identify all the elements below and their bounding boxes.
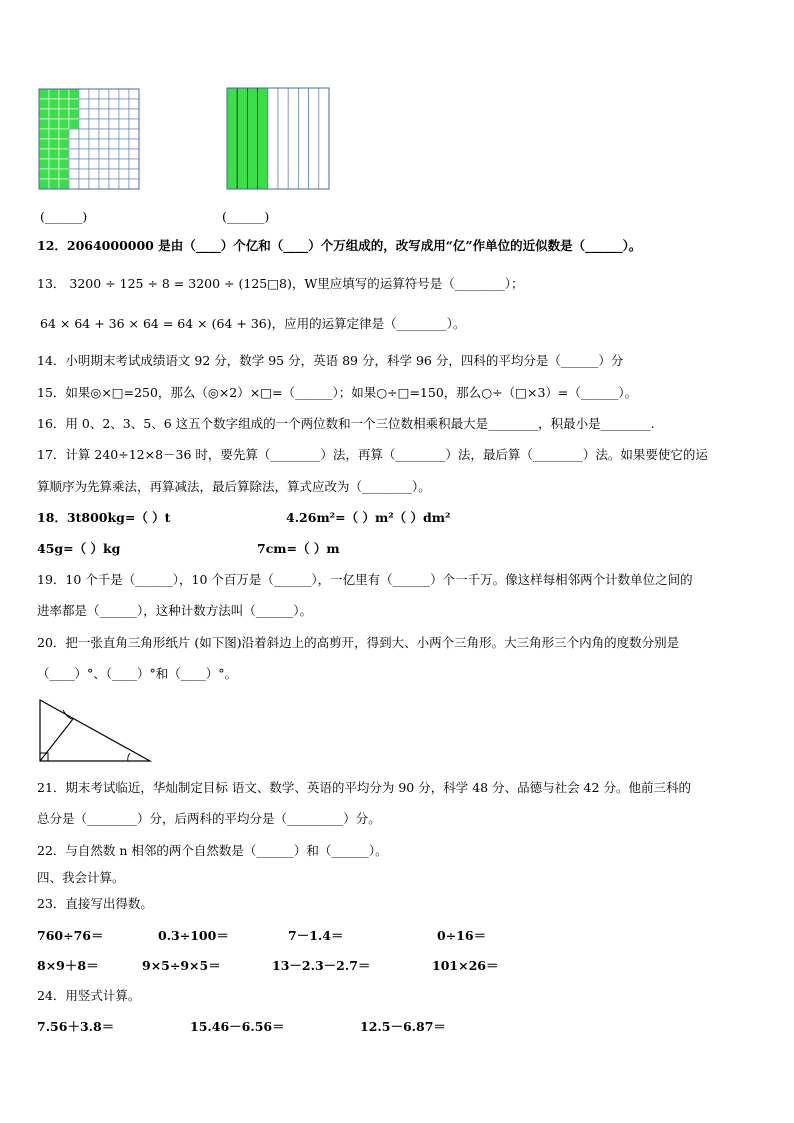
grid-cell bbox=[109, 149, 119, 159]
question-17-line-2: 算顺序为先算乘法，再算减法，最后算除法，算式应改为（________）。 bbox=[37, 479, 431, 494]
grid-cell bbox=[79, 179, 89, 189]
grid-cell bbox=[79, 109, 89, 119]
grid-cell bbox=[99, 139, 109, 149]
shaded-cell bbox=[39, 99, 49, 109]
q23-row1-item-1: 760÷76＝ bbox=[37, 928, 104, 943]
grid-cell bbox=[99, 129, 109, 139]
question-17-line-1: 17．计算 240÷12×8－36 时，要先算（________）法，再算（________）法，最后算（________）法。如果要使它的运 bbox=[37, 447, 708, 462]
empty-column bbox=[309, 88, 319, 189]
grid-cell bbox=[109, 169, 119, 179]
question-20-line-1: 20．把一张直角三角形纸片 (如下图)沿着斜边上的高剪开，得到大、小两个三角形。大三角形三个内角的度数分别是 bbox=[37, 635, 680, 650]
grid-cell bbox=[79, 169, 89, 179]
q23-row1-item-4: 0÷16＝ bbox=[437, 928, 487, 943]
shaded-cell bbox=[49, 179, 59, 189]
grid-cell bbox=[99, 99, 109, 109]
grid-cell bbox=[89, 109, 99, 119]
grid-cell bbox=[89, 179, 99, 189]
shaded-cell bbox=[69, 109, 79, 119]
section-4-heading: 四、我会计算。 bbox=[37, 870, 125, 885]
grid-cell bbox=[69, 129, 79, 139]
q23-row1-item-3: 7－1.4＝ bbox=[288, 928, 344, 943]
grid-cell bbox=[99, 159, 109, 169]
grid-cell bbox=[89, 159, 99, 169]
grid-cell bbox=[99, 169, 109, 179]
grid-cell bbox=[79, 159, 89, 169]
question-13-line-2: 64 × 64 + 36 × 64 = 64 × (64 + 36)，应用的运算定律是（________）。 bbox=[40, 316, 466, 331]
grid-cell bbox=[89, 89, 99, 99]
q23-row2-item-3: 13－2.3－2.7＝ bbox=[272, 958, 371, 973]
column-grid-figure-2 bbox=[226, 87, 330, 190]
grid-cell bbox=[69, 179, 79, 189]
grid-cell bbox=[99, 89, 109, 99]
q24-item-1: 7.56＋3.8＝ bbox=[37, 1019, 115, 1034]
grid-cell bbox=[129, 129, 139, 139]
shaded-cell bbox=[39, 139, 49, 149]
grid-cell bbox=[99, 119, 109, 129]
question-12: 12．2064000000 是由（____）个亿和（____）个万组成的，改写成用“亿”作单位的近似数是（______）。 bbox=[37, 238, 642, 253]
grid-cell bbox=[79, 129, 89, 139]
question-22: 22．与自然数 n 相邻的两个自然数是（______）和（______）。 bbox=[37, 843, 388, 858]
shaded-cell bbox=[49, 129, 59, 139]
grid-cell bbox=[119, 149, 129, 159]
shaded-cell bbox=[39, 149, 49, 159]
shaded-cell bbox=[69, 89, 79, 99]
altitude-line bbox=[40, 719, 73, 761]
shaded-cell bbox=[59, 129, 69, 139]
grid-cell bbox=[69, 139, 79, 149]
shaded-cell bbox=[49, 99, 59, 109]
grid-cell bbox=[79, 119, 89, 129]
shaded-cell bbox=[49, 139, 59, 149]
grid-cell bbox=[109, 89, 119, 99]
question-15: 15．如果◎×□=250，那么（◎×2）×□=（______）；如果○÷□=150，那么○÷（□×3）=（______）。 bbox=[37, 385, 638, 400]
grid-cell bbox=[129, 109, 139, 119]
grid-cell bbox=[129, 99, 139, 109]
grid-cell bbox=[79, 149, 89, 159]
grid-cell bbox=[129, 119, 139, 129]
shaded-cell bbox=[39, 119, 49, 129]
grid-cell bbox=[89, 149, 99, 159]
shaded-cell bbox=[59, 89, 69, 99]
shaded-column bbox=[237, 88, 247, 189]
shaded-cell bbox=[49, 119, 59, 129]
empty-column bbox=[268, 88, 278, 189]
grid-cell bbox=[99, 109, 109, 119]
q23-row2-item-1: 8×9＋8＝ bbox=[37, 958, 99, 973]
question-23-title: 23．直接写出得数。 bbox=[37, 896, 153, 911]
shaded-cell bbox=[49, 159, 59, 169]
empty-column bbox=[288, 88, 298, 189]
question-20-line-2: （____）°、（____）°和（____）°。 bbox=[37, 666, 238, 681]
shaded-cell bbox=[59, 139, 69, 149]
question-18-c: 45g=（ ）kg bbox=[37, 541, 121, 556]
shaded-column bbox=[227, 88, 237, 189]
q23-row2-item-2: 9×5÷9×5＝ bbox=[142, 958, 221, 973]
grid-cell bbox=[119, 139, 129, 149]
shaded-cell bbox=[49, 169, 59, 179]
shaded-cell bbox=[59, 109, 69, 119]
shaded-cell bbox=[49, 89, 59, 99]
grid-cell bbox=[119, 119, 129, 129]
grid-cell bbox=[109, 99, 119, 109]
grid-cell bbox=[69, 169, 79, 179]
grid-cell bbox=[119, 89, 129, 99]
question-21-line-1: 21．期末考试临近，华灿制定目标 语文、数学、英语的平均分为 90 分，科学 48 分、品德与社会 42 分。他前三科的 bbox=[37, 780, 691, 795]
grid-cell bbox=[89, 119, 99, 129]
grid-cell bbox=[89, 99, 99, 109]
q23-row2-item-4: 101×26＝ bbox=[432, 958, 499, 973]
question-13-line-1: 13． 3200 ÷ 125 ÷ 8 = 3200 ÷ (125□8)，W里应填写的运算符号是（________）； bbox=[37, 276, 524, 291]
grid-1-answer-blank: (______) bbox=[40, 209, 88, 224]
grid-cell bbox=[79, 139, 89, 149]
question-18-a: 18．3t800kg=（ ）t bbox=[37, 510, 171, 525]
grid-cell bbox=[119, 99, 129, 109]
grid-cell bbox=[109, 129, 119, 139]
question-18-d: 7cm=（ ）m bbox=[257, 541, 340, 556]
shaded-cell bbox=[59, 99, 69, 109]
q24-item-3: 12.5－6.87＝ bbox=[360, 1019, 446, 1034]
right-triangle-figure bbox=[34, 695, 154, 765]
grid-cell bbox=[109, 159, 119, 169]
shaded-cell bbox=[59, 169, 69, 179]
grid-cell bbox=[109, 179, 119, 189]
grid-cell bbox=[129, 169, 139, 179]
question-19-line-2: 进率都是（______），这种计数方法叫（______）。 bbox=[37, 603, 313, 618]
empty-column bbox=[298, 88, 308, 189]
question-14: 14．小明期末考试成绩语文 92 分，数学 95 分，英语 89 分，科学 96 分，四科的平均分是（______）分 bbox=[37, 353, 624, 368]
grid-cell bbox=[119, 159, 129, 169]
grid-cell bbox=[99, 149, 109, 159]
grid-cell bbox=[129, 159, 139, 169]
shaded-cell bbox=[39, 159, 49, 169]
q23-row1-item-2: 0.3÷100＝ bbox=[158, 928, 229, 943]
shaded-cell bbox=[39, 89, 49, 99]
grid-cell bbox=[129, 149, 139, 159]
grid-cell bbox=[89, 129, 99, 139]
grid-cell bbox=[69, 159, 79, 169]
question-19-line-1: 19．10 个千是（______），10 个百万是（______），一亿里有（______）个一千万。像这样每相邻两个计数单位之间的 bbox=[37, 572, 693, 587]
shaded-cell bbox=[49, 149, 59, 159]
question-18-b: 4.26m²=（ ）m²（ ）dm² bbox=[286, 510, 451, 525]
grid-cell bbox=[119, 169, 129, 179]
shaded-column bbox=[258, 88, 268, 189]
shaded-cell bbox=[59, 119, 69, 129]
question-21-line-2: 总分是（________）分，后两科的平均分是（_________）分。 bbox=[37, 811, 381, 826]
shaded-cell bbox=[49, 109, 59, 119]
grid-cell bbox=[69, 149, 79, 159]
question-16: 16．用 0、2、3、5、6 这五个数字组成的一个两位数和一个三位数相乘积最大是________，积最小是________. bbox=[37, 416, 655, 431]
shaded-column bbox=[247, 88, 257, 189]
hundred-grid-figure-1 bbox=[38, 88, 140, 190]
grid-cell bbox=[129, 179, 139, 189]
grid-2-answer-blank: (______) bbox=[222, 209, 270, 224]
shaded-cell bbox=[39, 129, 49, 139]
grid-cell bbox=[89, 139, 99, 149]
grid-cell bbox=[109, 119, 119, 129]
q24-item-2: 15.46－6.56＝ bbox=[190, 1019, 285, 1034]
grid-cell bbox=[119, 179, 129, 189]
grid-cell bbox=[129, 89, 139, 99]
shaded-cell bbox=[59, 179, 69, 189]
grid-cell bbox=[79, 89, 89, 99]
shaded-cell bbox=[59, 149, 69, 159]
shaded-cell bbox=[59, 159, 69, 169]
grid-cell bbox=[109, 139, 119, 149]
question-24-title: 24．用竖式计算。 bbox=[37, 988, 141, 1003]
empty-column bbox=[319, 88, 329, 189]
grid-cell bbox=[129, 139, 139, 149]
shaded-cell bbox=[39, 109, 49, 119]
shaded-cell bbox=[39, 179, 49, 189]
grid-cell bbox=[99, 179, 109, 189]
grid-cell bbox=[109, 109, 119, 119]
grid-cell bbox=[79, 99, 89, 109]
grid-cell bbox=[119, 129, 129, 139]
shaded-cell bbox=[39, 169, 49, 179]
grid-cell bbox=[89, 169, 99, 179]
shaded-cell bbox=[69, 119, 79, 129]
grid-cell bbox=[119, 109, 129, 119]
empty-column bbox=[278, 88, 288, 189]
shaded-cell bbox=[69, 99, 79, 109]
